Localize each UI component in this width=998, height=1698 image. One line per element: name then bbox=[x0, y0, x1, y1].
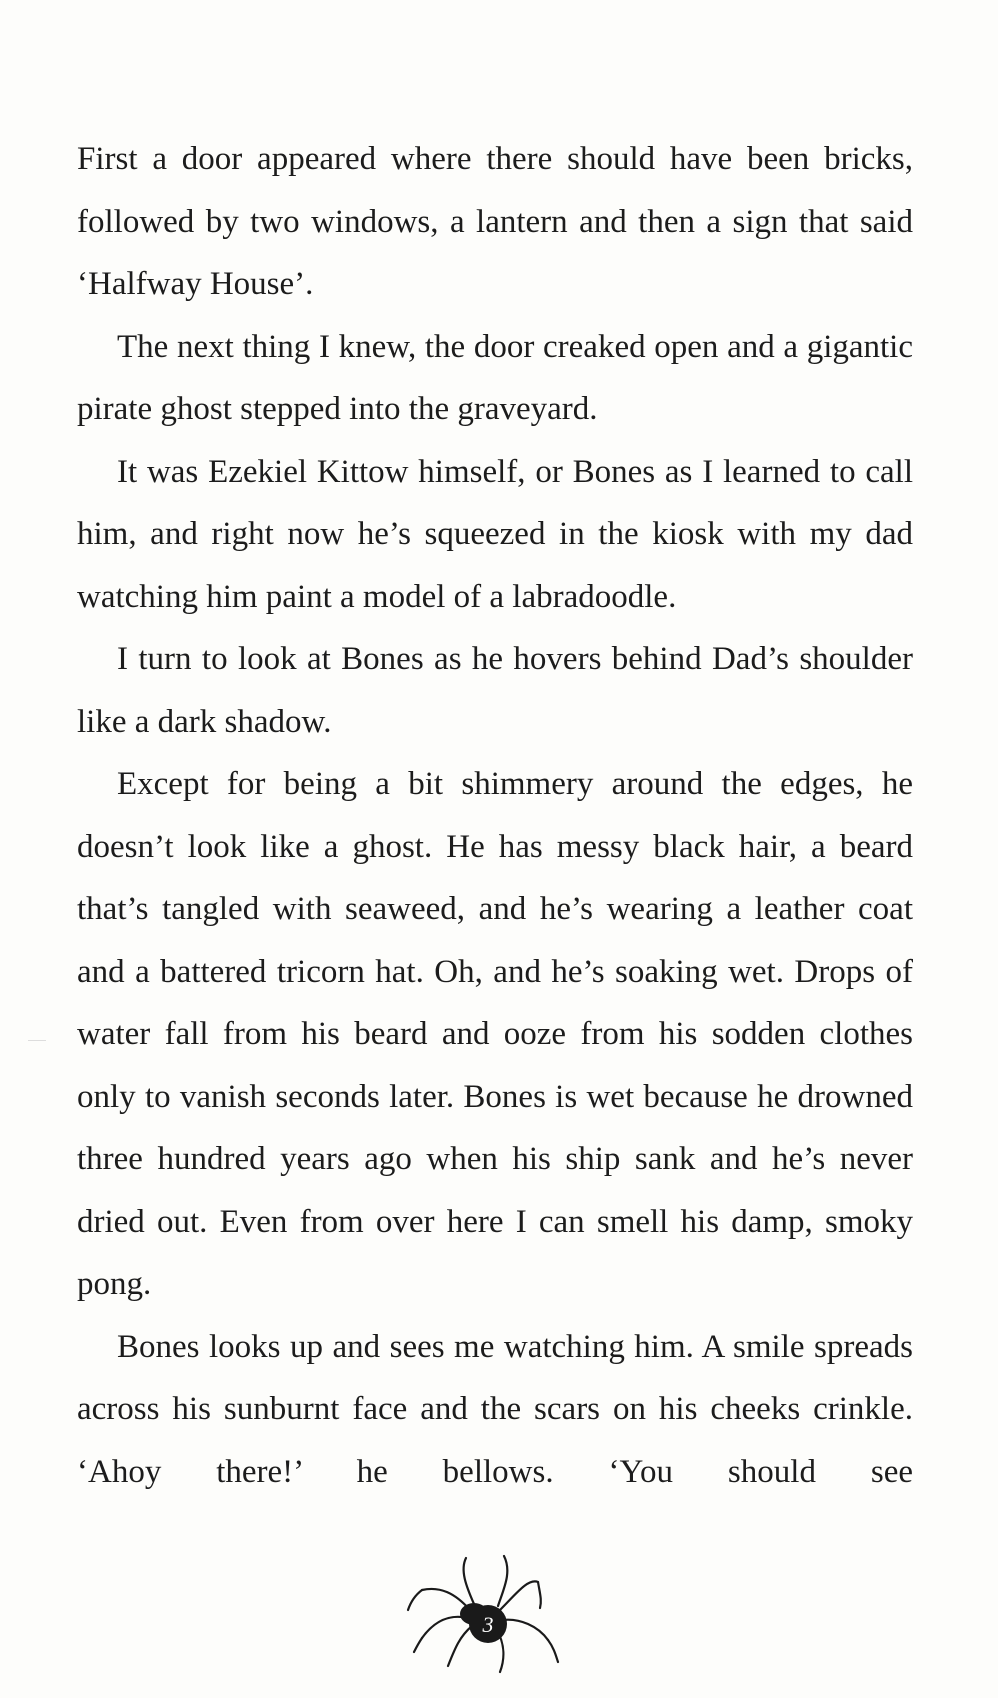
paragraph-3: It was Ezekiel Kittow himself, or Bones as I learned to call him, and right now he’s squeezed in the kiosk with my dad watching him paint a model of a labradoodle. bbox=[77, 453, 913, 615]
spider-icon bbox=[400, 1548, 570, 1678]
body-text bbox=[77, 128, 913, 1503]
paragraph-5: Except for being a bit shimmery around the edges, he doesn’t look like a ghost. He has messy black hair, a beard that’s tangled with seaweed, and he’s wearing a leather coat and a battered tricorn hat. Oh, and he’s soaking wet. Drops of water fall from his beard and ooze from his sodden clothes only to vanish seconds later. Bones is wet because he drowned three hundred years ago when his ship sank and he’s never dried out. Even from over here I can smell his damp, smoky pong. bbox=[77, 766, 913, 1302]
scan-mark bbox=[28, 1040, 46, 1041]
paragraph-2: The next thing I knew, the door creaked open and a gigantic pirate ghost stepped into the graveyard. bbox=[77, 328, 913, 427]
paragraph-4: I turn to look at Bones as he hovers behind Dad’s shoulder like a dark shadow. bbox=[77, 641, 913, 740]
page-number-ornament bbox=[400, 1548, 570, 1678]
paragraph-6: Bones looks up and sees me watching him. A smile spreads across his sunburnt face and the scars on his cheeks crinkle. ‘Ahoy there!’ he bellows. ‘You should see bbox=[77, 1328, 913, 1490]
paragraph-1: First a door appeared where there should have been bricks, followed by two windows, a lantern and then a sign that said ‘Halfway House’. bbox=[77, 141, 913, 302]
page-number: 3 bbox=[482, 1612, 494, 1637]
